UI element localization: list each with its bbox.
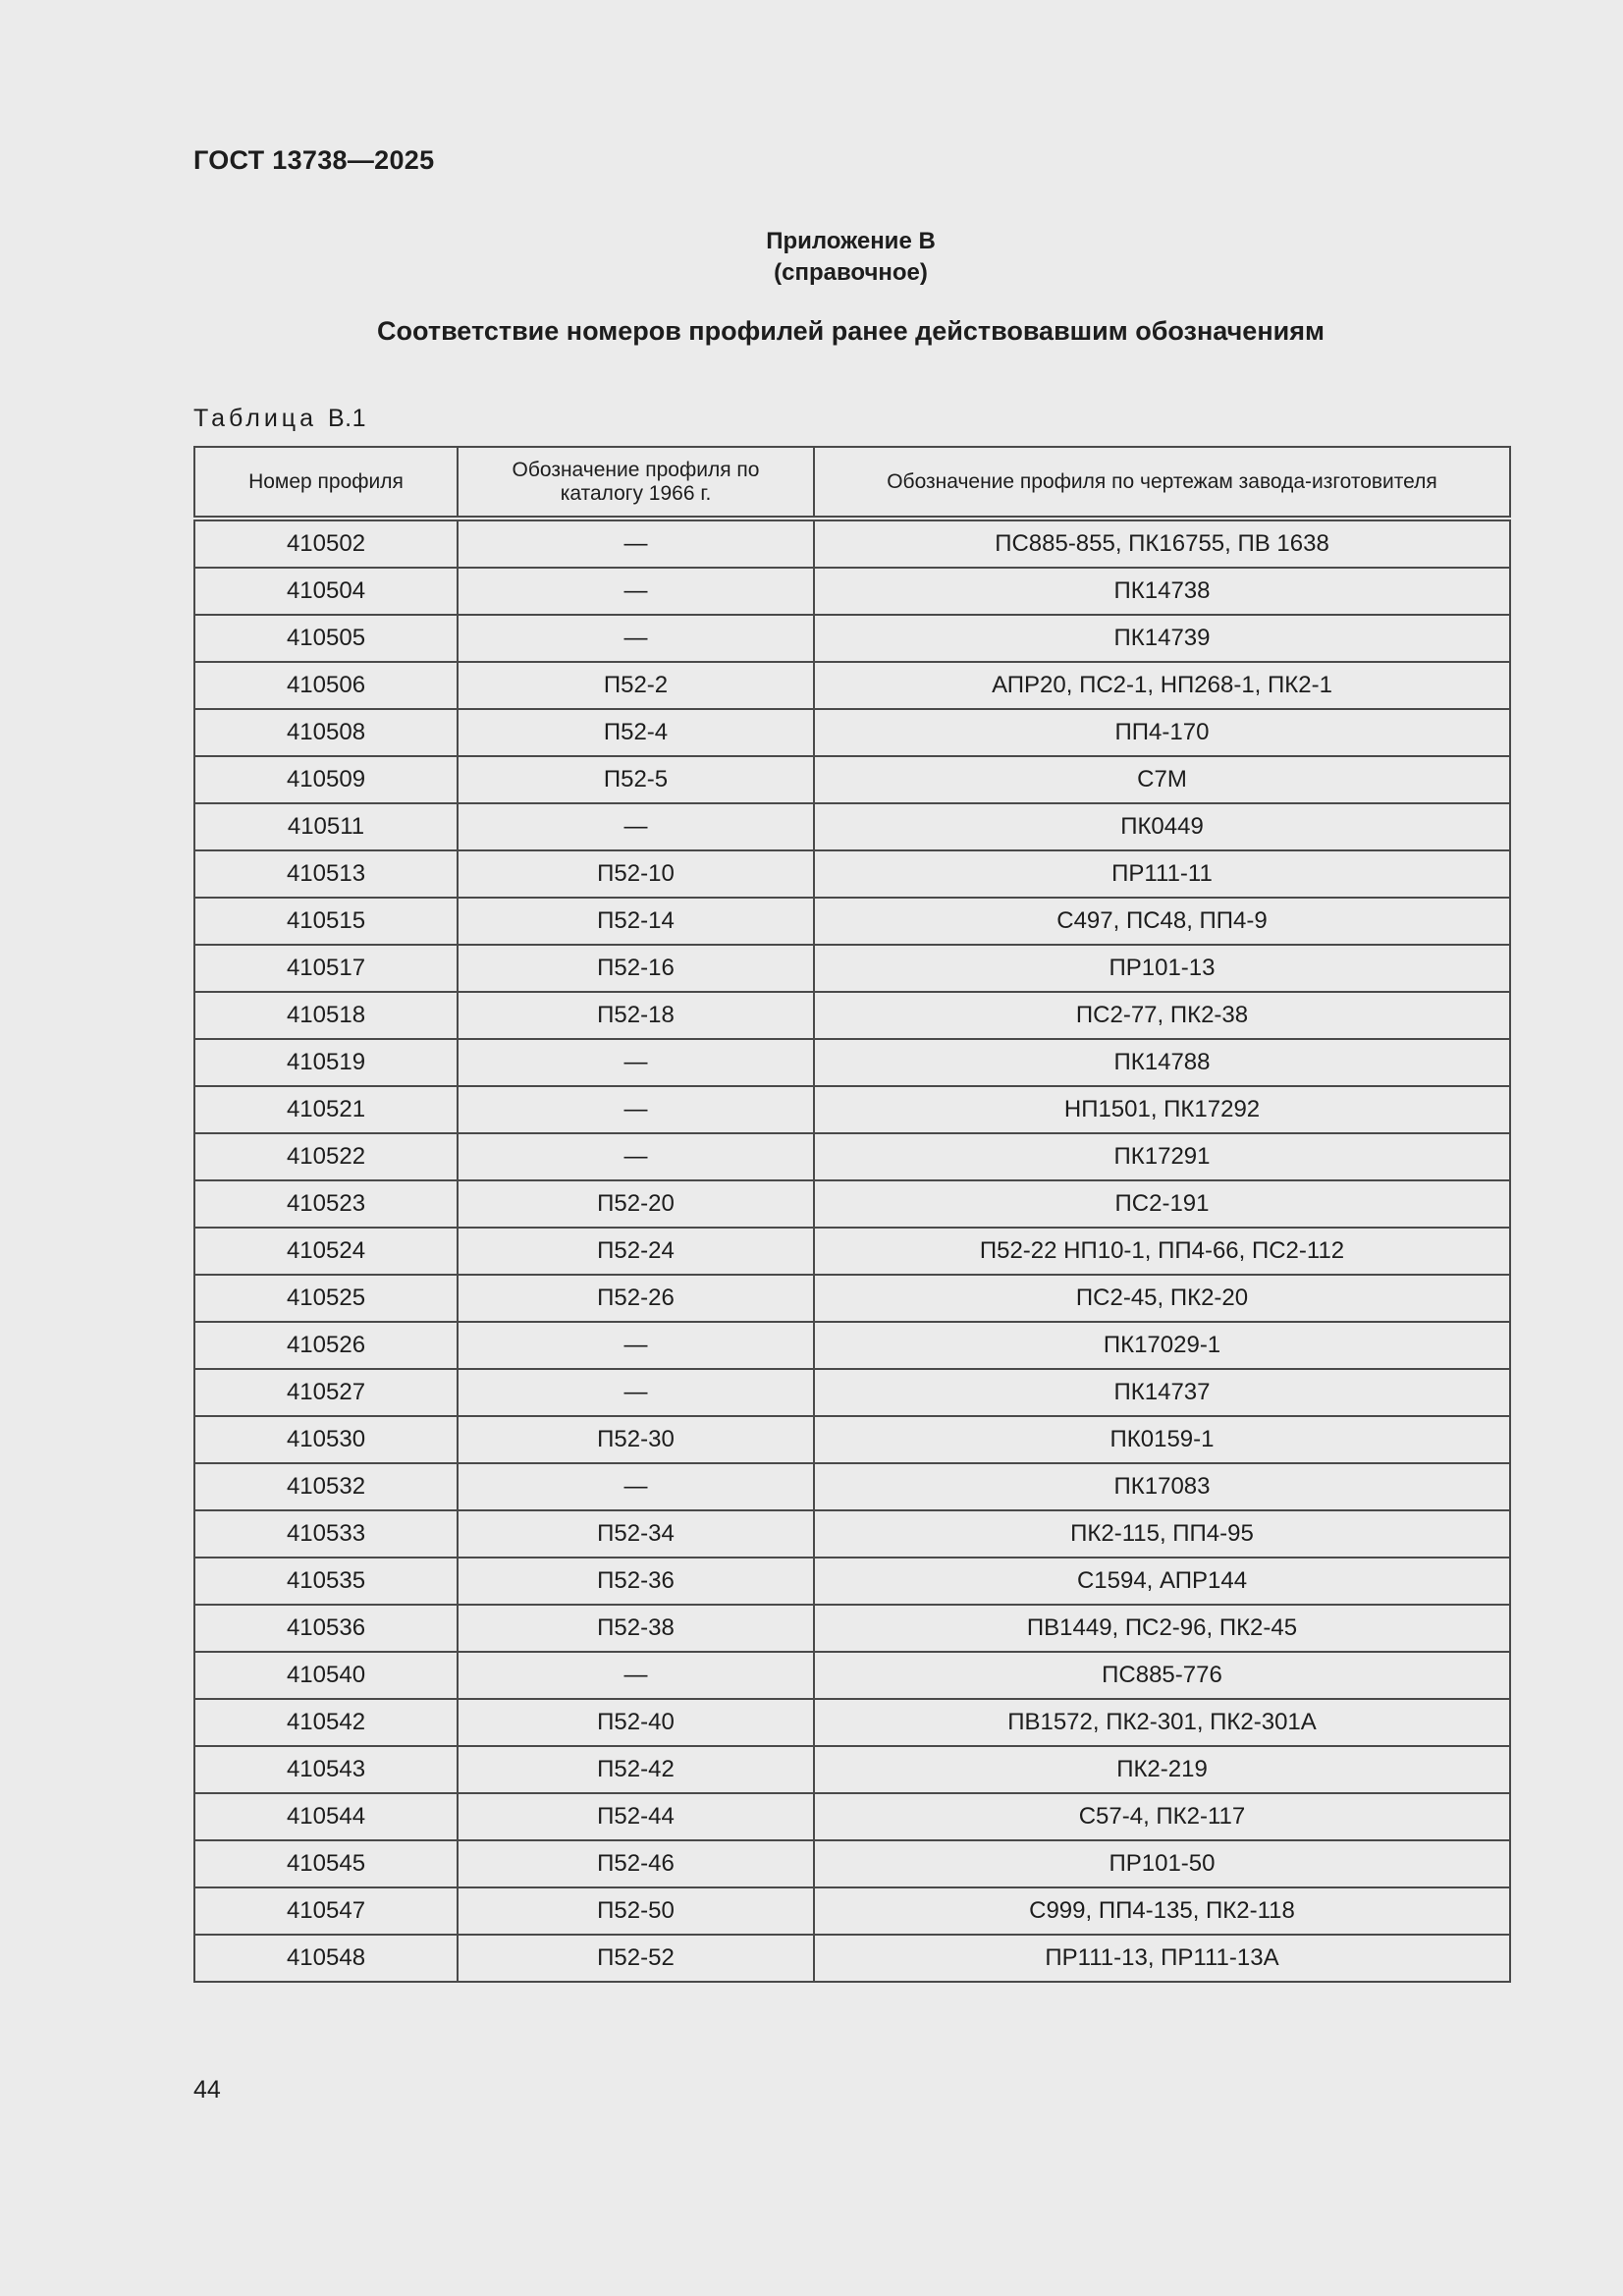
cell-catalog-1966: П52-44 [458,1793,814,1840]
table-row [194,1699,1510,1746]
table-row [194,1558,1510,1605]
table-row [194,1463,1510,1510]
cell-factory-designation: ПП4-170 [814,709,1510,756]
appendix-type: (справочное) [774,259,928,286]
cell-profile-number: 410545 [194,1840,458,1887]
cell-profile-number: 410542 [194,1699,458,1746]
column-header-catalog-1966: Обозначение профиля по каталогу 1966 г. [458,447,814,519]
cell-catalog-1966: П52-50 [458,1887,814,1935]
cell-profile-number: 410521 [194,1086,458,1133]
table-row [194,992,1510,1039]
cell-factory-designation: ПР111-13, ПР111-13А [814,1935,1510,1982]
cell-profile-number: 410536 [194,1605,458,1652]
cell-factory-designation: ПС2-191 [814,1180,1510,1228]
cell-factory-designation: С7М [814,756,1510,803]
cell-factory-designation: НП1501, ПК17292 [814,1086,1510,1133]
table-row [194,1510,1510,1558]
cell-factory-designation: ПВ1572, ПК2-301, ПК2-301А [814,1699,1510,1746]
cell-profile-number: 410523 [194,1180,458,1228]
standard-code-header: ГОСТ 13738—2025 [193,145,435,175]
cell-catalog-1966: П52-26 [458,1275,814,1322]
cell-profile-number: 410511 [194,803,458,850]
table-row [194,803,1510,850]
cell-profile-number: 410522 [194,1133,458,1180]
cell-catalog-1966: — [458,615,814,662]
page-number: 44 [193,2076,221,2104]
table-row [194,1180,1510,1228]
cell-profile-number: 410518 [194,992,458,1039]
cell-factory-designation: ПК14788 [814,1039,1510,1086]
cell-profile-number: 410527 [194,1369,458,1416]
table-row [194,1746,1510,1793]
table-row [194,1840,1510,1887]
cell-catalog-1966: П52-14 [458,898,814,945]
cell-profile-number: 410530 [194,1416,458,1463]
cell-catalog-1966: — [458,1652,814,1699]
cell-factory-designation: П52-22 НП10-1, ПП4-66, ПС2-112 [814,1228,1510,1275]
table-row [194,1416,1510,1463]
cell-catalog-1966: П52-16 [458,945,814,992]
cell-factory-designation: АПР20, ПС2-1, НП268-1, ПК2-1 [814,662,1510,709]
cell-catalog-1966: П52-34 [458,1510,814,1558]
cell-factory-designation: ПР101-50 [814,1840,1510,1887]
cell-profile-number: 410517 [194,945,458,992]
cell-factory-designation: ПК0159-1 [814,1416,1510,1463]
cell-factory-designation: ПК17029-1 [814,1322,1510,1369]
table-row [194,1228,1510,1275]
cell-factory-designation: ПК2-115, ПП4-95 [814,1510,1510,1558]
cell-catalog-1966: П52-38 [458,1605,814,1652]
cell-factory-designation: ПК17083 [814,1463,1510,1510]
cell-catalog-1966: — [458,1039,814,1086]
cell-factory-designation: ПР111-11 [814,850,1510,898]
cell-catalog-1966: — [458,519,814,568]
cell-factory-designation: С497, ПС48, ПП4-9 [814,898,1510,945]
cell-factory-designation: ПС885-855, ПК16755, ПВ 1638 [814,519,1510,568]
cell-profile-number: 410532 [194,1463,458,1510]
cell-catalog-1966: П52-2 [458,662,814,709]
cell-factory-designation: С999, ПП4-135, ПК2-118 [814,1887,1510,1935]
table-header [194,447,1510,519]
table-caption [193,405,366,433]
cell-profile-number: 410533 [194,1510,458,1558]
table-row [194,945,1510,992]
cell-profile-number: 410513 [194,850,458,898]
cell-profile-number: 410502 [194,519,458,568]
cell-catalog-1966: — [458,803,814,850]
table-row [194,1322,1510,1369]
table-row [194,898,1510,945]
section-title: Соответствие номеров профилей ранее действовавшим обозначениям [377,316,1325,346]
cell-catalog-1966: П52-36 [458,1558,814,1605]
cell-catalog-1966: — [458,1133,814,1180]
cell-factory-designation: ПК14738 [814,568,1510,615]
profile-correspondence-table [193,446,1511,1983]
cell-profile-number: 410544 [194,1793,458,1840]
table-row [194,850,1510,898]
cell-profile-number: 410524 [194,1228,458,1275]
table-row [194,1086,1510,1133]
table-row [194,615,1510,662]
table-row [194,568,1510,615]
cell-profile-number: 410525 [194,1275,458,1322]
table-header-row [194,447,1510,519]
cell-catalog-1966: — [458,1369,814,1416]
table-row [194,662,1510,709]
cell-catalog-1966: П52-5 [458,756,814,803]
cell-profile-number: 410506 [194,662,458,709]
cell-catalog-1966: П52-24 [458,1228,814,1275]
cell-catalog-1966: П52-42 [458,1746,814,1793]
cell-profile-number: 410508 [194,709,458,756]
cell-catalog-1966: П52-10 [458,850,814,898]
table-caption-prefix: Таблица [193,405,318,432]
cell-profile-number: 410540 [194,1652,458,1699]
cell-catalog-1966: П52-30 [458,1416,814,1463]
cell-catalog-1966: — [458,1086,814,1133]
column-header-factory-drawings: Обозначение профиля по чертежам завода-изготовителя [814,447,1510,519]
cell-factory-designation: С1594, АПР144 [814,1558,1510,1605]
cell-catalog-1966: — [458,1322,814,1369]
table-row [194,1652,1510,1699]
table-row [194,1039,1510,1086]
cell-factory-designation: ПР101-13 [814,945,1510,992]
cell-catalog-1966: — [458,568,814,615]
table-row [194,1605,1510,1652]
cell-factory-designation: ПВ1449, ПС2-96, ПК2-45 [814,1605,1510,1652]
table-row [194,1133,1510,1180]
table-row [194,1793,1510,1840]
table-row [194,756,1510,803]
table-body [194,519,1510,1982]
column-header-profile-number: Номер профиля [194,447,458,519]
cell-catalog-1966: П52-46 [458,1840,814,1887]
table-caption-number: В.1 [327,405,367,432]
table-row [194,1935,1510,1982]
cell-factory-designation: ПК0449 [814,803,1510,850]
cell-catalog-1966: П52-4 [458,709,814,756]
cell-profile-number: 410543 [194,1746,458,1793]
table-row [194,519,1510,568]
cell-profile-number: 410548 [194,1935,458,1982]
cell-profile-number: 410526 [194,1322,458,1369]
appendix-title: Приложение В [766,228,936,254]
cell-factory-designation: ПК14739 [814,615,1510,662]
cell-catalog-1966: — [458,1463,814,1510]
cell-factory-designation: ПС2-45, ПК2-20 [814,1275,1510,1322]
cell-factory-designation: ПС2-77, ПК2-38 [814,992,1510,1039]
cell-profile-number: 410504 [194,568,458,615]
cell-factory-designation: ПК2-219 [814,1746,1510,1793]
cell-catalog-1966: П52-40 [458,1699,814,1746]
cell-factory-designation: С57-4, ПК2-117 [814,1793,1510,1840]
table-row [194,1887,1510,1935]
table-row [194,1275,1510,1322]
cell-catalog-1966: П52-52 [458,1935,814,1982]
cell-factory-designation: ПК14737 [814,1369,1510,1416]
cell-profile-number: 410515 [194,898,458,945]
cell-profile-number: 410547 [194,1887,458,1935]
cell-profile-number: 410509 [194,756,458,803]
cell-profile-number: 410535 [194,1558,458,1605]
cell-profile-number: 410505 [194,615,458,662]
cell-catalog-1966: П52-18 [458,992,814,1039]
table-row [194,709,1510,756]
cell-catalog-1966: П52-20 [458,1180,814,1228]
cell-factory-designation: ПК17291 [814,1133,1510,1180]
cell-factory-designation: ПС885-776 [814,1652,1510,1699]
cell-profile-number: 410519 [194,1039,458,1086]
table-row [194,1369,1510,1416]
